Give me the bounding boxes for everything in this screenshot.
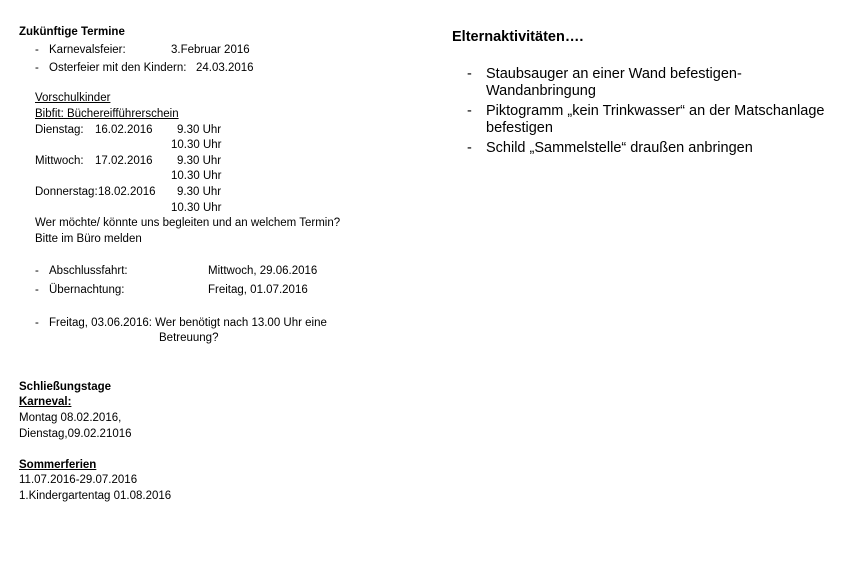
volunteer-question: Wer möchte/ könnte uns begleiten und an welchem Termin? [35,217,341,229]
preschool-title: Vorschulkinder [35,92,111,104]
schedule-time: 9.30 Uhr [177,124,222,136]
event-label: Osterfeier mit den Kindern: [49,62,187,74]
schedule-time: 9.30 Uhr [177,186,222,198]
schedule-day: Donnerstag: [35,186,98,198]
trip-label: Abschlussfahrt: [49,265,128,277]
schedule-time: 10.30 Uhr [171,170,222,182]
event-value: 24.03.2016 [196,62,254,74]
carnival-date: Dienstag,09.02.21016 [19,428,132,440]
activity-line: Piktogramm „kein Trinkwasser“ an der Matschanlage [486,103,825,119]
carnival-date: Montag 08.02.2016, [19,412,122,424]
trip-value: Freitag, 01.07.2016 [208,284,308,296]
activity-line: befestigen [486,120,553,136]
summer-date: 1.Kindergartentag 01.08.2016 [19,490,172,502]
schedule-time: 10.30 Uhr [171,202,222,214]
care-line: Freitag, 03.06.2016: Wer benötigt nach 13.00 Uhr eine [49,317,327,329]
office-note: Bitte im Büro melden [35,233,142,245]
carnival-title: Karneval: [19,396,72,408]
summer-title: Sommerferien [19,459,97,471]
closures-heading: Schließungstage [19,381,112,393]
parents-heading: Elternaktivitäten…. [452,29,584,45]
schedule-time: 10.30 Uhr [171,139,222,151]
list-dash: - [35,265,39,277]
list-dash: - [467,103,472,119]
list-dash: - [35,62,39,74]
activity-line: Schild „Sammelstelle“ draußen anbringen [486,140,753,156]
list-dash: - [35,317,39,329]
event-label: Karnevalsfeier: [49,44,126,56]
list-dash: - [467,140,472,156]
activity-line: Staubsauger an einer Wand befestigen- [486,66,742,82]
schedule-date: 16.02.2016 [95,124,153,136]
trip-value: Mittwoch, 29.06.2016 [208,265,318,277]
list-dash: - [467,66,472,82]
trip-label: Übernachtung: [49,284,125,296]
upcoming-heading: Zukünftige Termine [19,26,125,38]
care-line: Betreuung? [159,332,219,344]
list-dash: - [35,284,39,296]
event-value: 3.Februar 2016 [171,44,250,56]
summer-date: 11.07.2016-29.07.2016 [19,474,138,486]
schedule-time: 9.30 Uhr [177,155,222,167]
list-dash: - [35,44,39,56]
schedule-day: Mittwoch: [35,155,84,167]
preschool-subtitle: Bibfit: Büchereifführerschein [35,108,179,120]
activity-line: Wandanbringung [486,83,596,99]
schedule-date: 18.02.2016 [98,186,156,198]
schedule-date: 17.02.2016 [95,155,153,167]
schedule-day: Dienstag: [35,124,84,136]
